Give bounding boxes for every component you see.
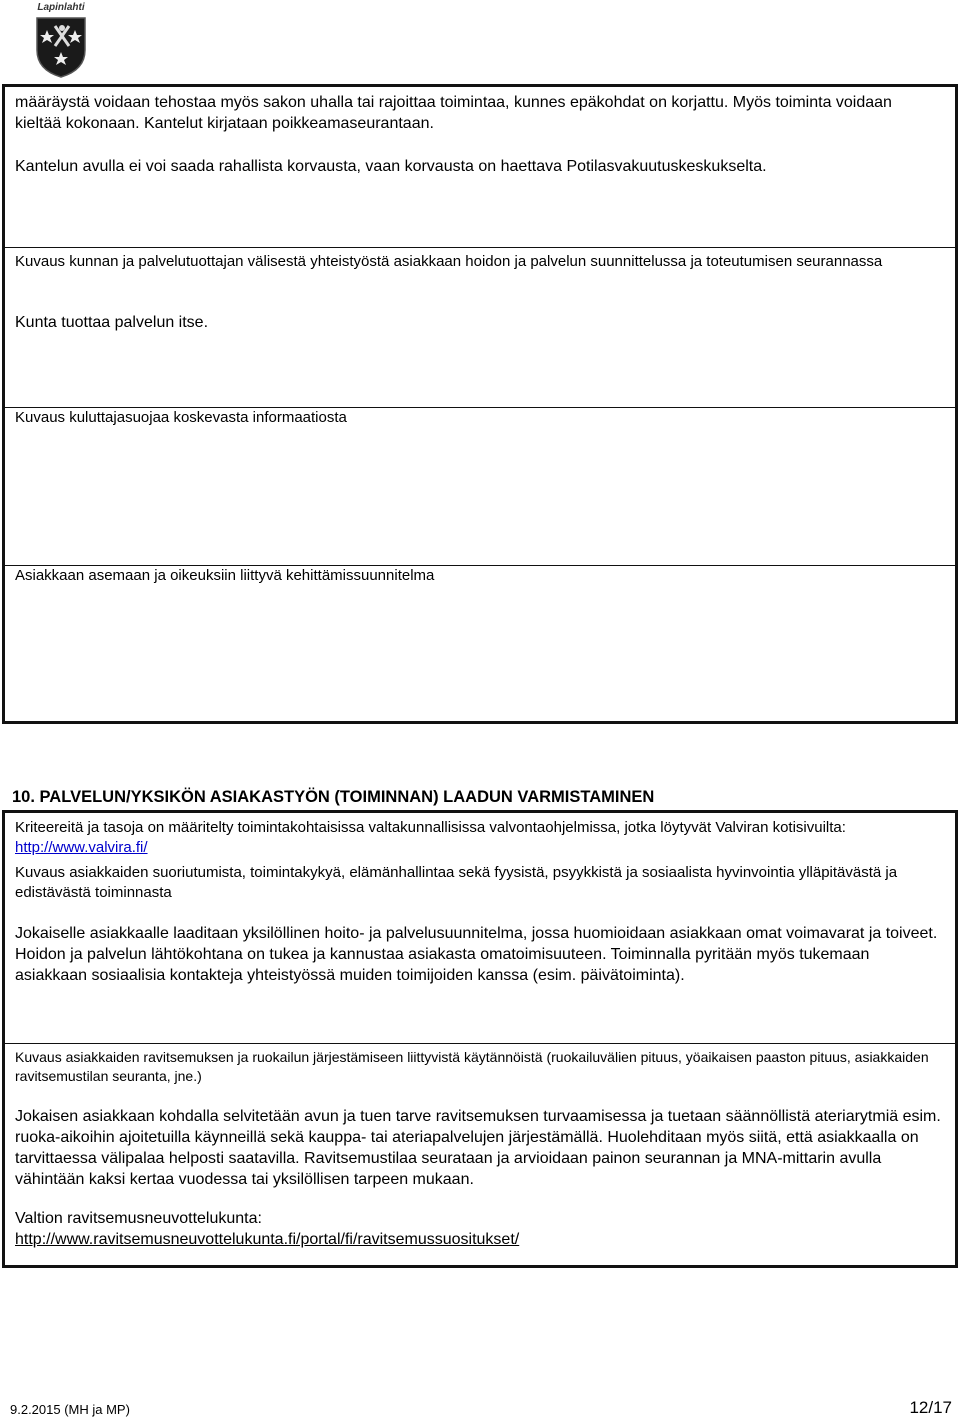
valvira-link[interactable]: http://www.valvira.fi/ bbox=[15, 839, 148, 856]
footer-date-authors: 9.2.2015 (MH ja MP) bbox=[10, 1402, 130, 1417]
quality-cell bbox=[5, 813, 955, 1043]
consumer-info-cell bbox=[5, 407, 955, 565]
coat-of-arms-icon bbox=[35, 16, 87, 78]
cooperation-cell bbox=[5, 247, 955, 407]
compensation-paragraph: Kantelun avulla ei voi saada rahallista korvausta, vaan korvausta on haettava Potilasvakuutuskeskukselta. bbox=[15, 158, 767, 175]
development-plan-label: Asiakkaan asemaan ja oikeuksiin liittyvä kehittämissuunnitelma bbox=[15, 567, 435, 584]
section-10-box bbox=[2, 810, 958, 1268]
criteria-description: Kriteereitä ja tasoja on määritelty toimintakohtaisissa valtakunnallisissa valvontaohjelmissa, jotka löytyvät Valviran kotisivuilta: bbox=[15, 819, 846, 836]
council-label: Valtion ravitsemusneuvottelukunta: bbox=[15, 1210, 262, 1227]
complaints-paragraph: määräystä voidaan tehostaa myös sakon uhalla tai rajoittaa toimintaa, kunnes epäkohdat on korjattu. Myös toiminta voidaan kieltää kokonaan. Kantelut kirjataan poikkeamaseurantaan. bbox=[15, 94, 892, 132]
footer-page-number: 12/17 bbox=[909, 1398, 952, 1417]
section-10-heading: 10. PALVELUN/YKSIKÖN ASIAKASTYÖN (TOIMINNAN) LAADUN VARMISTAMINEN bbox=[12, 788, 655, 806]
ravitsemus-link[interactable]: http://www.ravitsemusneuvottelukunta.fi/portal/fi/ravitsemussuositukset/ bbox=[15, 1231, 520, 1248]
nutrition-value: Jokaisen asiakkaan kohdalla selvitetään avun ja tuen tarve ravitsemuksen turvaamisessa ja tuetaan säännöllistä ateriarytmiä esim. ruoka-aikoihin ajoitetuilla käynneillä sekä kauppa- tai ateriapalvelujen järjestämällä. Huolehditaan myös siitä, että asiakkaalla on tarvittaessa välipalaa helposti saatavilla. Ravitsemustilaa seurataan ja arvioidaan painon seurannan ja MNA-mittarin avulla vähintään kaksi kertaa vuodessa tai yksilöllisen tarpeen mukaan. bbox=[15, 1108, 941, 1188]
development-plan-cell bbox=[5, 565, 955, 721]
logo-text: Lapinlahti bbox=[37, 2, 85, 13]
nutrition-cell bbox=[5, 1043, 955, 1265]
cooperation-value: Kunta tuottaa palvelun itse. bbox=[15, 314, 209, 331]
support-label: Kuvaus asiakkaiden suoriutumista, toimintakykyä, elämänhallintaa sekä fyysistä, psyykkistä ja sosiaalista hyvinvointia ylläpitävästä ja edistävästä toiminnasta bbox=[15, 864, 898, 901]
section-9-box bbox=[2, 84, 958, 724]
support-value: Jokaiselle asiakkaalle laaditaan yksilöllinen hoito- ja palvelusuunnitelma, jossa huomioidaan asiakkaan omat voimavarat ja toiveet. Hoidon ja palvelun lähtökohtana on tukea ja kannustaa asiakasta omatoimisuuteen. Toiminnalla pyritään myös tukemaan asiakkaan sosiaalisia kontakteja yhteistyössä muiden toimijoiden kanssa (esim. päivätoiminta). bbox=[15, 925, 938, 984]
nutrition-label: Kuvaus asiakkaiden ravitsemuksen ja ruokailun järjestämiseen liittyvistä käytännöistä (ruokailuvälien pituus, yöaikaisen paaston pituus, asiakkaiden ravitsemustilan seuranta, jne.) bbox=[15, 1049, 929, 1084]
council-reference bbox=[15, 1208, 941, 1250]
complaints-cell bbox=[5, 87, 955, 247]
criteria-text bbox=[15, 818, 941, 858]
municipality-logo bbox=[32, 2, 90, 80]
consumer-info-label: Kuvaus kuluttajasuojaa koskevasta informaatiosta bbox=[15, 409, 347, 426]
cooperation-label: Kuvaus kunnan ja palvelutuottajan välisestä yhteistyöstä asiakkaan hoidon ja palvelun suunnittelussa ja toteutumisen seurannassa bbox=[15, 253, 883, 270]
